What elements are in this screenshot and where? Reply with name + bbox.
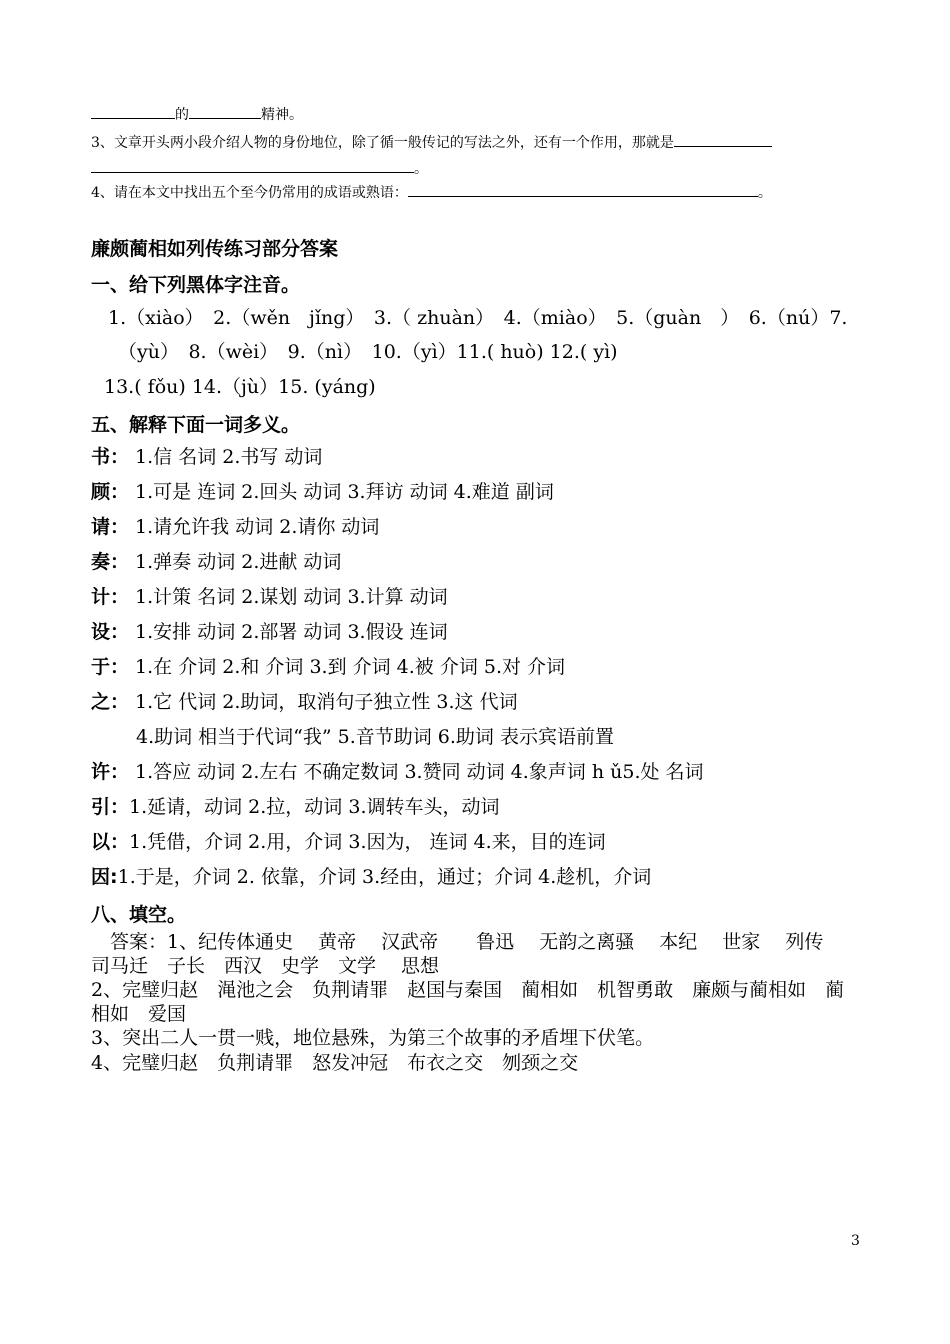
definition-entry — [91, 655, 565, 679]
answer-blank — [189, 104, 261, 119]
answer-blank — [408, 182, 758, 197]
exercise-question-4 — [91, 182, 772, 202]
entry-term: 书： — [91, 446, 130, 468]
entry-term: 请： — [91, 516, 130, 538]
definition-entry — [91, 760, 704, 784]
definition-entry-continued — [136, 725, 614, 749]
fill-answer-3: 3、突出二人一贯一贱，地位悬殊，为第三个故事的矛盾埋下伏笔。 — [91, 1027, 655, 1049]
entry-term: 设： — [91, 621, 130, 643]
question-3-end: 。 — [414, 161, 428, 177]
entry-term: 许： — [91, 761, 130, 783]
entry-text: 1.凭借，介词 2.用，介词 3.因为， 连词 4.来，目的连词 — [129, 831, 606, 853]
entry-text: 1.安排 动词 2.部署 动词 3.假设 连词 — [129, 621, 448, 643]
exercise-line-spirit — [91, 104, 303, 124]
exercise-question-3-continued — [91, 158, 428, 178]
fill-answer-4: 4、完璧归赵 负荆请罪 怒发冲冠 布衣之交 刎颈之交 — [91, 1052, 579, 1074]
question-4-end: 。 — [757, 185, 772, 201]
definition-entry — [91, 865, 651, 889]
entry-term: 之： — [91, 691, 130, 713]
pinyin-line: 13.( fǒu) 14.（jù）15. (yáng) — [104, 376, 376, 398]
definition-entry — [91, 830, 606, 854]
definition-entry — [91, 515, 379, 539]
entry-text: 1.在 介词 2.和 介词 3.到 介词 4.被 介词 5.对 介词 — [129, 656, 566, 678]
answers-title: 廉颇蔺相如列传练习部分答案 — [91, 238, 339, 260]
entry-term: 顾： — [91, 481, 130, 503]
entry-text: 1.于是，介词 2. 依靠，介词 3.经由，通过；介词 4.趁机，介词 — [117, 866, 652, 888]
entry-text: 1.它 代词 2.助词，取消句子独立性 3.这 代词 — [129, 691, 518, 713]
entry-text: 1.信 名词 2.书写 动词 — [129, 446, 323, 468]
definition-entry — [91, 445, 322, 469]
section-1-heading: 一、给下列黑体字注音。 — [91, 274, 301, 296]
entry-term: 引： — [91, 796, 130, 818]
definition-entry — [91, 550, 341, 574]
text-de: 的 — [175, 107, 189, 123]
entry-term: 因: — [91, 866, 118, 888]
section-5-heading: 五、解释下面一词多义。 — [91, 414, 301, 436]
text-spirit: 精神。 — [261, 107, 303, 123]
entry-text: 1.答应 动词 2.左右 不确定数词 3.赞同 动词 4.象声词 h ǔ5.处 名词 — [129, 761, 704, 783]
fill-answer-1: 答案：1、纪传体通史 黄帝 汉武帝 鲁迅 无韵之离骚 本纪 世家 列传 司马迁 子长 西汉 史学 文学 思想 — [91, 931, 849, 977]
answer-blank — [674, 132, 772, 147]
entry-text: 4.助词 相当于代词“我” 5.音节助词 6.助词 表示宾语前置 — [136, 726, 614, 748]
entry-text: 1.计策 名词 2.谋划 动词 3.计算 动词 — [129, 586, 448, 608]
entry-term: 于： — [91, 656, 130, 678]
entry-text: 1.可是 连词 2.回头 动词 3.拜访 动词 4.难道 副词 — [129, 481, 554, 503]
answer-blank — [91, 158, 414, 173]
pinyin-line: 1.（xiào） 2.（wěn jǐng） 3.（ zhuàn） 4.（miào） 5.（guàn ） 6.（nú）7. — [108, 307, 848, 329]
definition-entry — [91, 480, 554, 504]
page-number: 3 — [851, 1233, 860, 1249]
pinyin-line: （yù） 8.（wèi） 9.（nì） 10.（yì）11.( huò) 12.( yì) — [118, 341, 618, 363]
fill-answer-2: 2、完璧归赵 渑池之会 负荆请罪 赵国与秦国 蔺相如 机智勇敢 廉颇与蔺相如 蔺相如 爱国 — [91, 979, 845, 1025]
entry-term: 计： — [91, 586, 130, 608]
question-4-text: 4、请在本文中找出五个至今仍常用的成语或熟语： — [91, 185, 408, 201]
entry-text: 1.延请，动词 2.拉，动词 3.调转车头，动词 — [129, 796, 500, 818]
entry-text: 1.弹奏 动词 2.进献 动词 — [129, 551, 342, 573]
definition-entry — [91, 620, 448, 644]
definition-entry — [91, 795, 499, 819]
entry-text: 1.请允许我 动词 2.请你 动词 — [129, 516, 380, 538]
answer-blank — [91, 104, 175, 119]
question-3-text: 3、文章开头两小段介绍人物的身份地位，除了循一般传记的写法之外，还有一个作用，那就是 — [91, 135, 674, 151]
entry-term: 奏： — [91, 551, 130, 573]
exercise-question-3 — [91, 132, 772, 152]
definition-entry — [91, 690, 518, 714]
entry-term: 以： — [91, 831, 130, 853]
section-8-heading: 八、填空。 — [91, 904, 187, 926]
definition-entry — [91, 585, 448, 609]
